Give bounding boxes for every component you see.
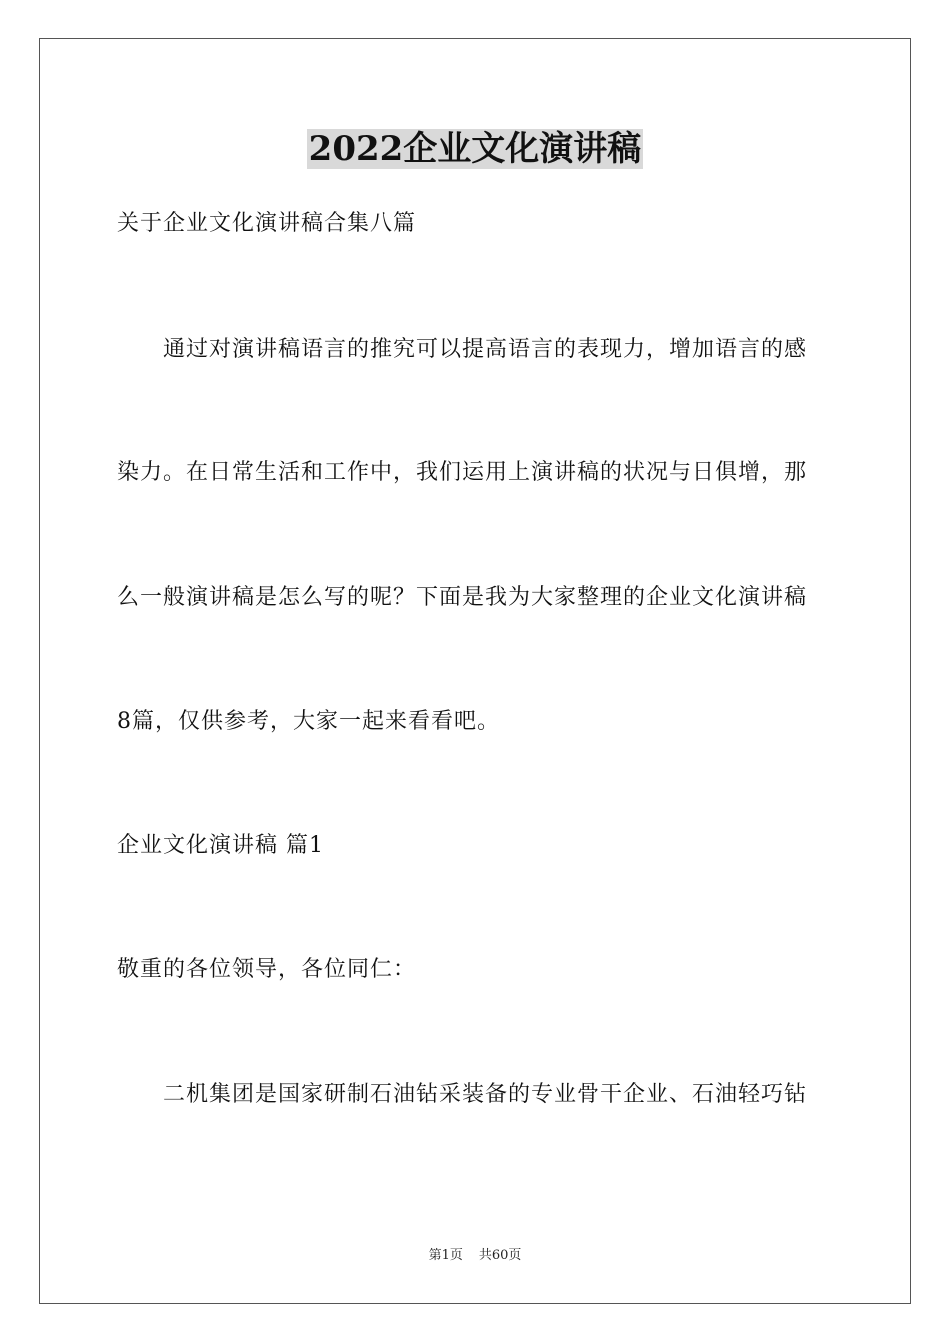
page-footer bbox=[0, 1247, 950, 1265]
section-heading: 企业文化演讲稿 篇1 bbox=[117, 833, 324, 858]
salutation-line: 敬重的各位领导，各位同仁： bbox=[117, 957, 417, 982]
paragraph-line: 二机集团是国家研制石油钻采装备的专业骨干企业、石油轻巧钻 bbox=[163, 1082, 808, 1107]
page-number: 第1页 bbox=[428, 1248, 463, 1263]
paragraph-line: 染力。在日常生活和工作中，我们运用上演讲稿的状况与日俱增，那 bbox=[117, 460, 808, 485]
document-title-text: 2022企业文化演讲稿 bbox=[308, 129, 642, 169]
paragraph-line: 么一般演讲稿是怎么写的呢？下面是我为大家整理的企业文化演讲稿 bbox=[117, 585, 808, 610]
paragraph-line: 8篇，仅供参考，大家一起来看看吧。 bbox=[117, 709, 500, 734]
paragraph-line: 通过对演讲稿语言的推究可以提高语言的表现力，增加语言的感 bbox=[163, 337, 808, 362]
page-total: 共60页 bbox=[478, 1248, 522, 1263]
document-title bbox=[0, 125, 950, 173]
document-subtitle: 关于企业文化演讲稿合集八篇 bbox=[117, 211, 417, 236]
